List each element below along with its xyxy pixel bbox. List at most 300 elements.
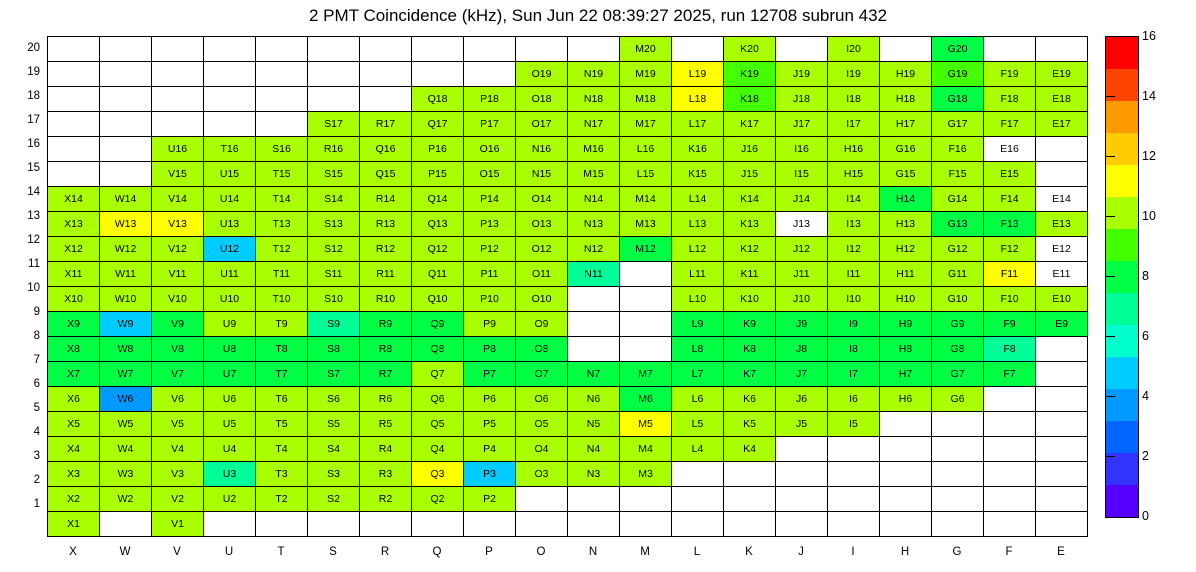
heatmap-cell-empty — [724, 487, 776, 512]
heatmap-cell-empty — [620, 337, 672, 362]
heatmap-cell: T11 — [256, 262, 308, 287]
heatmap-cell: T10 — [256, 287, 308, 312]
heatmap-cell: L4 — [672, 437, 724, 462]
heatmap-cell: Q6 — [412, 387, 464, 412]
heatmap-cell: X12 — [48, 237, 100, 262]
heatmap-cell: L9 — [672, 312, 724, 337]
heatmap-cell-empty — [256, 87, 308, 112]
heatmap-cell: X7 — [48, 362, 100, 387]
heatmap-cell: V9 — [152, 312, 204, 337]
heatmap-cell-empty — [308, 62, 360, 87]
heatmap-cell-empty — [932, 487, 984, 512]
colorbar-tick-label: 6 — [1142, 329, 1149, 343]
heatmap-cell: H18 — [880, 87, 932, 112]
heatmap-cell: I10 — [828, 287, 880, 312]
heatmap-cell: O9 — [516, 312, 568, 337]
heatmap-cell-empty — [984, 437, 1036, 462]
heatmap-cell: L10 — [672, 287, 724, 312]
heatmap-cell-empty — [204, 112, 256, 137]
heatmap-cell: S2 — [308, 487, 360, 512]
heatmap-cell: Q4 — [412, 437, 464, 462]
heatmap-cell-empty — [932, 412, 984, 437]
heatmap-cell: P12 — [464, 237, 516, 262]
heatmap-cell-empty — [568, 312, 620, 337]
colorbar-tick-mark — [1105, 336, 1115, 337]
y-axis-tick: 12 — [27, 234, 40, 246]
heatmap-cell: E19 — [1036, 62, 1088, 87]
y-axis-tick: 7 — [33, 354, 40, 366]
heatmap-cell: W9 — [100, 312, 152, 337]
heatmap-cell: N5 — [568, 412, 620, 437]
heatmap-cell: T16 — [204, 137, 256, 162]
heatmap-cell: T3 — [256, 462, 308, 487]
heatmap-cell-empty — [568, 37, 620, 62]
heatmap-cell-empty — [724, 512, 776, 537]
heatmap-cell: G14 — [932, 187, 984, 212]
heatmap-cell: M13 — [620, 212, 672, 237]
heatmap-cell: S16 — [256, 137, 308, 162]
heatmap-cell: U7 — [204, 362, 256, 387]
heatmap-cell-empty — [1036, 362, 1088, 387]
colorbar-segment — [1106, 229, 1138, 261]
heatmap-cell: X11 — [48, 262, 100, 287]
heatmap-cell: N17 — [568, 112, 620, 137]
heatmap-cell: Q17 — [412, 112, 464, 137]
heatmap-cell-empty — [1036, 337, 1088, 362]
heatmap-cell: K13 — [724, 212, 776, 237]
heatmap-cell: V2 — [152, 487, 204, 512]
heatmap-cell: Q10 — [412, 287, 464, 312]
x-axis-tick: S — [329, 546, 337, 558]
colorbar-tick-label: 12 — [1142, 149, 1156, 163]
heatmap-cell: H15 — [828, 162, 880, 187]
colorbar-tick-label: 4 — [1142, 389, 1149, 403]
heatmap-cell: V15 — [152, 162, 204, 187]
heatmap-cell: G11 — [932, 262, 984, 287]
heatmap-cell-empty — [568, 512, 620, 537]
heatmap-cell-empty — [1036, 162, 1088, 187]
heatmap-cell: T2 — [256, 487, 308, 512]
heatmap-cell: S7 — [308, 362, 360, 387]
heatmap-cell: J8 — [776, 337, 828, 362]
heatmap-cell: L8 — [672, 337, 724, 362]
colorbar-tick-label: 16 — [1142, 29, 1156, 43]
heatmap-cell: P7 — [464, 362, 516, 387]
heatmap-cell: E13 — [1036, 212, 1088, 237]
colorbar-segment — [1106, 357, 1138, 389]
heatmap-cell: M7 — [620, 362, 672, 387]
heatmap-cell: O18 — [516, 87, 568, 112]
heatmap-cell: S11 — [308, 262, 360, 287]
heatmap-cell: T4 — [256, 437, 308, 462]
heatmap-cell: R14 — [360, 187, 412, 212]
heatmap-cell: N18 — [568, 87, 620, 112]
colorbar-tick-mark — [1105, 396, 1115, 397]
heatmap-row — [48, 237, 1088, 262]
heatmap-cell-empty — [828, 487, 880, 512]
heatmap-cell: V4 — [152, 437, 204, 462]
heatmap-cell-empty — [620, 487, 672, 512]
heatmap-cell: O8 — [516, 337, 568, 362]
heatmap-row — [48, 137, 1088, 162]
y-axis-tick: 18 — [27, 90, 40, 102]
heatmap-cell-empty — [1036, 387, 1088, 412]
colorbar-segment — [1106, 165, 1138, 197]
heatmap-cell: Q2 — [412, 487, 464, 512]
heatmap-cell-empty — [412, 62, 464, 87]
heatmap-cell-empty — [256, 37, 308, 62]
heatmap-cell: I9 — [828, 312, 880, 337]
heatmap-cell: P2 — [464, 487, 516, 512]
heatmap-cell: M14 — [620, 187, 672, 212]
heatmap-cell: O19 — [516, 62, 568, 87]
heatmap-cell: K11 — [724, 262, 776, 287]
heatmap-cell-empty — [48, 87, 100, 112]
colorbar-tick-mark — [1105, 156, 1115, 157]
colorbar-segment — [1106, 261, 1138, 293]
colorbar — [1105, 36, 1139, 518]
heatmap-cell: L15 — [620, 162, 672, 187]
heatmap-cell: E17 — [1036, 112, 1088, 137]
heatmap-cell-empty — [620, 312, 672, 337]
heatmap-cell: U4 — [204, 437, 256, 462]
heatmap-cell: Q9 — [412, 312, 464, 337]
y-axis-tick: 17 — [27, 114, 40, 126]
heatmap-cell-empty — [360, 512, 412, 537]
heatmap-cell: H19 — [880, 62, 932, 87]
heatmap-cell: H9 — [880, 312, 932, 337]
colorbar-segment — [1106, 37, 1138, 69]
heatmap-cell: K6 — [724, 387, 776, 412]
heatmap-cell-empty — [776, 462, 828, 487]
heatmap-cell: U2 — [204, 487, 256, 512]
heatmap-cell: E18 — [1036, 87, 1088, 112]
x-axis-tick: X — [69, 546, 77, 558]
heatmap-cell: F8 — [984, 337, 1036, 362]
x-axis-tick: R — [380, 546, 390, 558]
heatmap-cell: E14 — [1036, 187, 1088, 212]
heatmap-cell: V8 — [152, 337, 204, 362]
heatmap-cell: G20 — [932, 37, 984, 62]
heatmap-cell: I7 — [828, 362, 880, 387]
heatmap-cell: F11 — [984, 262, 1036, 287]
y-axis-tick: 2 — [33, 474, 40, 486]
x-axis-tick: V — [173, 546, 181, 558]
heatmap-cell-empty — [568, 487, 620, 512]
heatmap-cell: J17 — [776, 112, 828, 137]
heatmap-cell: N4 — [568, 437, 620, 462]
heatmap-cell: O7 — [516, 362, 568, 387]
heatmap-cell-empty — [932, 437, 984, 462]
colorbar-tick-mark — [1105, 216, 1115, 217]
heatmap-cell: U8 — [204, 337, 256, 362]
heatmap-cell: R6 — [360, 387, 412, 412]
heatmap-cell-empty — [152, 37, 204, 62]
heatmap-cell: J15 — [724, 162, 776, 187]
y-axis-tick: 10 — [27, 282, 40, 294]
heatmap-cell: S17 — [308, 112, 360, 137]
heatmap-cell-empty — [100, 112, 152, 137]
heatmap-cell: Q13 — [412, 212, 464, 237]
heatmap-cell-empty — [1036, 412, 1088, 437]
heatmap-cell: W2 — [100, 487, 152, 512]
colorbar-segment — [1106, 101, 1138, 133]
heatmap-cell: O14 — [516, 187, 568, 212]
heatmap-cell-empty — [48, 37, 100, 62]
heatmap-cell: J14 — [776, 187, 828, 212]
heatmap-cell: K7 — [724, 362, 776, 387]
x-axis-tick: K — [745, 546, 753, 558]
heatmap-cell: S13 — [308, 212, 360, 237]
heatmap-cell: W11 — [100, 262, 152, 287]
heatmap-cell: N7 — [568, 362, 620, 387]
heatmap-cell-empty — [984, 412, 1036, 437]
heatmap-cell: K4 — [724, 437, 776, 462]
heatmap-cell: F16 — [932, 137, 984, 162]
heatmap-cell-empty — [880, 512, 932, 537]
heatmap-cell: X4 — [48, 437, 100, 462]
heatmap-cell: M20 — [620, 37, 672, 62]
heatmap-cell-empty — [100, 137, 152, 162]
heatmap-cell-empty — [204, 512, 256, 537]
heatmap-cell: M17 — [620, 112, 672, 137]
heatmap-cell: R12 — [360, 237, 412, 262]
heatmap-cell-empty — [256, 112, 308, 137]
heatmap-cell: R4 — [360, 437, 412, 462]
heatmap-cell: U5 — [204, 412, 256, 437]
heatmap-cell: N6 — [568, 387, 620, 412]
heatmap-cell: H14 — [880, 187, 932, 212]
heatmap-cell: H13 — [880, 212, 932, 237]
heatmap-cell: X9 — [48, 312, 100, 337]
x-axis-tick: P — [485, 546, 493, 558]
heatmap-cell: P3 — [464, 462, 516, 487]
heatmap-cell-empty — [984, 37, 1036, 62]
heatmap-cell: K5 — [724, 412, 776, 437]
heatmap-cell: G16 — [880, 137, 932, 162]
heatmap-row — [48, 187, 1088, 212]
heatmap-cell-empty — [204, 62, 256, 87]
heatmap-cell: U3 — [204, 462, 256, 487]
heatmap-cell: R2 — [360, 487, 412, 512]
y-axis-tick: 14 — [27, 186, 40, 198]
heatmap-cell: H11 — [880, 262, 932, 287]
heatmap-cell-empty — [100, 37, 152, 62]
y-axis-tick: 6 — [33, 378, 40, 390]
heatmap-cell: H6 — [880, 387, 932, 412]
colorbar-segment — [1106, 453, 1138, 485]
heatmap-cell: R13 — [360, 212, 412, 237]
colorbar-segment — [1106, 421, 1138, 453]
heatmap-cell: E9 — [1036, 312, 1088, 337]
heatmap-cell-empty — [308, 87, 360, 112]
heatmap-cell: X6 — [48, 387, 100, 412]
heatmap-cell-empty — [1036, 462, 1088, 487]
colorbar-tick-label: 2 — [1142, 449, 1149, 463]
colorbar-tick-mark — [1105, 96, 1115, 97]
heatmap-cell: V5 — [152, 412, 204, 437]
heatmap-cell: W13 — [100, 212, 152, 237]
heatmap-cell-empty — [1036, 437, 1088, 462]
heatmap-cell: W4 — [100, 437, 152, 462]
heatmap-cell: N19 — [568, 62, 620, 87]
heatmap-cell: O17 — [516, 112, 568, 137]
heatmap-cell-empty — [48, 62, 100, 87]
heatmap-cell-empty — [672, 37, 724, 62]
heatmap-cell: T6 — [256, 387, 308, 412]
y-axis-tick: 9 — [33, 306, 40, 318]
heatmap-cell: O5 — [516, 412, 568, 437]
heatmap-cell-empty — [984, 487, 1036, 512]
heatmap-cell: W7 — [100, 362, 152, 387]
heatmap-cell: S3 — [308, 462, 360, 487]
heatmap-cell: M6 — [620, 387, 672, 412]
heatmap-cell: X2 — [48, 487, 100, 512]
heatmap-cell: L12 — [672, 237, 724, 262]
chart-title: 2 PMT Coincidence (kHz), Sun Jun 22 08:39:27 2025, run 12708 subrun 432 — [308, 6, 888, 25]
heatmap-cell: N13 — [568, 212, 620, 237]
heatmap-cell-empty — [672, 512, 724, 537]
y-axis-tick: 3 — [33, 450, 40, 462]
heatmap-cell: I8 — [828, 337, 880, 362]
heatmap-cell-empty — [984, 462, 1036, 487]
colorbar-tick-mark — [1105, 276, 1115, 277]
heatmap-cell: V10 — [152, 287, 204, 312]
heatmap-cell: K9 — [724, 312, 776, 337]
heatmap-cell: R11 — [360, 262, 412, 287]
heatmap-cell: V6 — [152, 387, 204, 412]
x-axis-tick: W — [119, 546, 131, 558]
heatmap-row — [48, 387, 1088, 412]
heatmap-row — [48, 337, 1088, 362]
heatmap-cell: G18 — [932, 87, 984, 112]
y-axis-tick: 20 — [27, 42, 40, 54]
heatmap-cell: S10 — [308, 287, 360, 312]
heatmap-cell: L16 — [620, 137, 672, 162]
heatmap-cell: Q8 — [412, 337, 464, 362]
heatmap-cell: J10 — [776, 287, 828, 312]
heatmap-cell: Q5 — [412, 412, 464, 437]
heatmap-cell: W14 — [100, 187, 152, 212]
heatmap-cell: I14 — [828, 187, 880, 212]
colorbar-segment — [1106, 325, 1138, 357]
heatmap-cell: F17 — [984, 112, 1036, 137]
heatmap-cell: K12 — [724, 237, 776, 262]
heatmap-cell: O10 — [516, 287, 568, 312]
heatmap-cell: K14 — [724, 187, 776, 212]
x-axis-tick: Q — [432, 546, 442, 558]
heatmap-row — [48, 112, 1088, 137]
heatmap-cell: U10 — [204, 287, 256, 312]
x-axis-tick: T — [277, 546, 285, 558]
heatmap-cell: O4 — [516, 437, 568, 462]
heatmap-cell-empty — [932, 462, 984, 487]
heatmap-grid — [47, 36, 1088, 537]
heatmap-cell: F9 — [984, 312, 1036, 337]
heatmap-cell-empty — [360, 87, 412, 112]
heatmap-cell-empty — [100, 87, 152, 112]
heatmap-cell: U11 — [204, 262, 256, 287]
heatmap-cell: S4 — [308, 437, 360, 462]
heatmap-row — [48, 462, 1088, 487]
heatmap-cell: Q12 — [412, 237, 464, 262]
heatmap-cell-empty — [100, 62, 152, 87]
heatmap-cell: P10 — [464, 287, 516, 312]
heatmap-cell: M3 — [620, 462, 672, 487]
heatmap-cell: O11 — [516, 262, 568, 287]
heatmap-cell: I18 — [828, 87, 880, 112]
heatmap-cell: E10 — [1036, 287, 1088, 312]
x-axis-tick: O — [536, 546, 546, 558]
heatmap-cell: Q15 — [360, 162, 412, 187]
heatmap-cell: N15 — [516, 162, 568, 187]
heatmap-cell: U12 — [204, 237, 256, 262]
y-axis-tick: 5 — [33, 402, 40, 414]
y-axis-tick: 1 — [33, 498, 40, 510]
heatmap-cell: X5 — [48, 412, 100, 437]
heatmap-cell: O3 — [516, 462, 568, 487]
colorbar-tick-label: 10 — [1142, 209, 1156, 223]
heatmap-cell: S6 — [308, 387, 360, 412]
heatmap-row — [48, 162, 1088, 187]
heatmap-cell: S15 — [308, 162, 360, 187]
heatmap-cell-empty — [620, 287, 672, 312]
heatmap-cell: P18 — [464, 87, 516, 112]
heatmap-cell-empty — [464, 512, 516, 537]
heatmap-cell: I5 — [828, 412, 880, 437]
heatmap-cell-empty — [48, 162, 100, 187]
heatmap-cell: N16 — [516, 137, 568, 162]
heatmap-cell: M15 — [568, 162, 620, 187]
heatmap-cell: R8 — [360, 337, 412, 362]
x-axis-tick: I — [851, 546, 855, 558]
heatmap-cell: K17 — [724, 112, 776, 137]
heatmap-cell: K15 — [672, 162, 724, 187]
heatmap-cell: J19 — [776, 62, 828, 87]
heatmap-cell: T8 — [256, 337, 308, 362]
heatmap-cell: G6 — [932, 387, 984, 412]
heatmap-cell: R5 — [360, 412, 412, 437]
heatmap-cell-empty — [100, 162, 152, 187]
heatmap-row — [48, 312, 1088, 337]
heatmap-row — [48, 287, 1088, 312]
heatmap-cell: I19 — [828, 62, 880, 87]
heatmap-cell: Q7 — [412, 362, 464, 387]
heatmap-cell: O12 — [516, 237, 568, 262]
heatmap-cell: X10 — [48, 287, 100, 312]
heatmap-cell-empty — [360, 37, 412, 62]
heatmap-cell: O15 — [464, 162, 516, 187]
heatmap-cell: K10 — [724, 287, 776, 312]
heatmap-cell: F13 — [984, 212, 1036, 237]
heatmap-cell: L19 — [672, 62, 724, 87]
colorbar-tick-label: 0 — [1142, 509, 1149, 523]
heatmap-cell: J13 — [776, 212, 828, 237]
heatmap-cell-empty — [516, 512, 568, 537]
heatmap-cell: X14 — [48, 187, 100, 212]
heatmap-cell-empty — [100, 512, 152, 537]
heatmap-cell: I16 — [776, 137, 828, 162]
heatmap-cell: V7 — [152, 362, 204, 387]
heatmap-cell: G19 — [932, 62, 984, 87]
heatmap-cell: E16 — [984, 137, 1036, 162]
y-axis-tick: 16 — [27, 138, 40, 150]
heatmap-cell-empty — [672, 462, 724, 487]
heatmap-cell: V14 — [152, 187, 204, 212]
y-axis-tick: 15 — [27, 162, 40, 174]
y-axis-tick: 13 — [27, 210, 40, 222]
heatmap-cell: J11 — [776, 262, 828, 287]
